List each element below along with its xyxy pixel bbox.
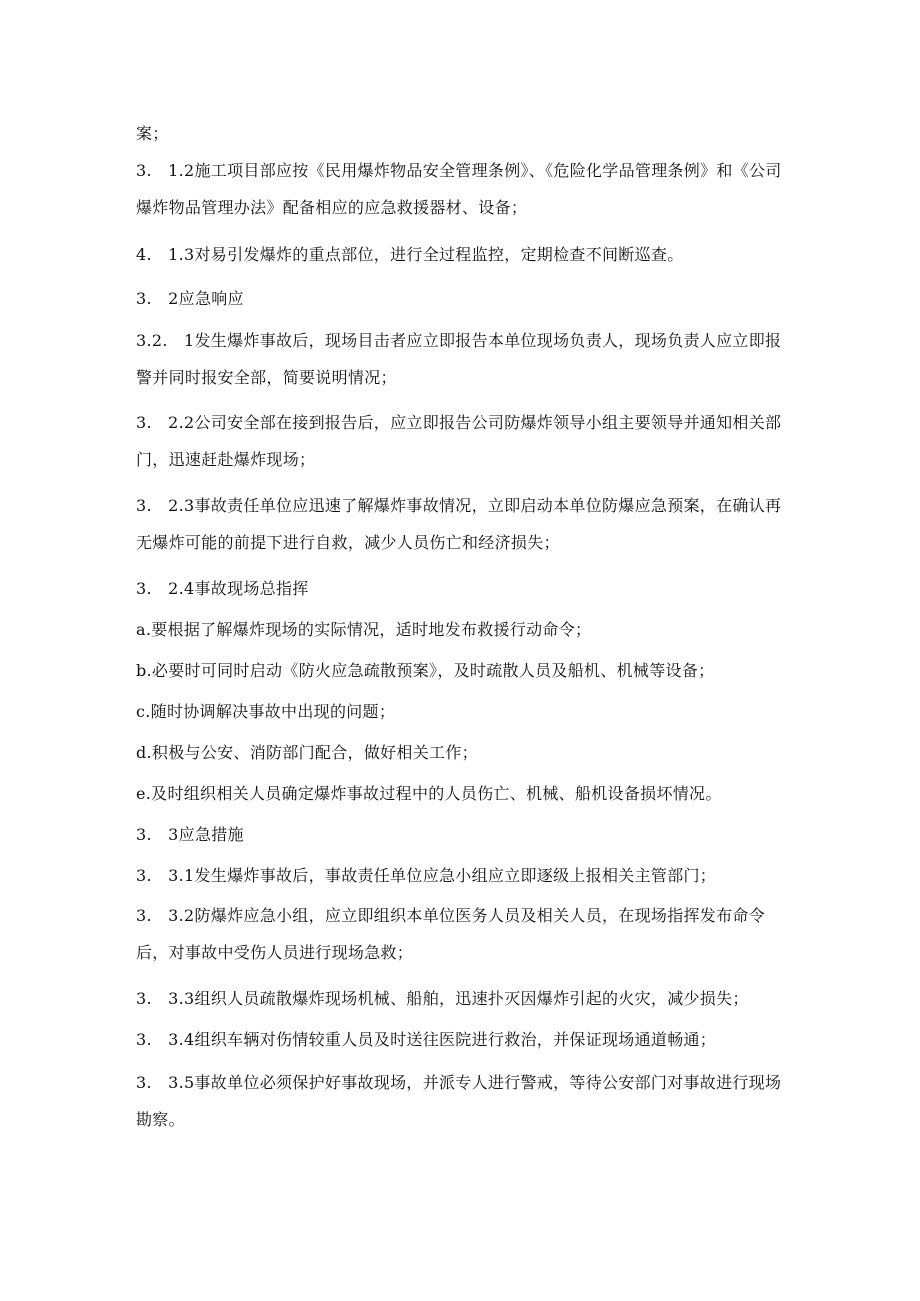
- paragraph-continuation: 案；: [136, 124, 169, 143]
- paragraph-3-3-5: 3. 3.5事故单位必须保护好事故现场，并派专人进行警戒，等待公安部门对事故进行现场勘察。: [136, 1073, 782, 1129]
- paragraph-3-3-1: 3. 3.1发生爆炸事故后，事故责任单位应急小组应立即逐级上报相关主管部门；: [136, 866, 717, 885]
- list-item-d: d.积极与公安、消防部门配合，做好相关工作；: [136, 743, 478, 762]
- paragraph-3-1-2: 3. 1.2施工项目部应按《民用爆炸物品安全管理条例》、《危险化学品管理条例》和《公司爆炸物品管理办法》配备相应的应急救援器材、设备；: [136, 161, 782, 217]
- paragraph-4-1-3: 4. 1.3对易引发爆炸的重点部位，进行全过程监控，定期检查不间断巡查。: [136, 245, 684, 264]
- heading-emergency-measures: 3. 3应急措施: [136, 825, 244, 844]
- list-item-a: a.要根据了解爆炸现场的实际情况，适时地发布救援行动命令；: [136, 620, 592, 639]
- paragraph-3-3-3: 3. 3.3组织人员疏散爆炸现场机械、船舶，迅速扑灭因爆炸引起的火灾，减少损失；: [136, 989, 749, 1008]
- paragraph-3-2-1: 3.2. 1发生爆炸事故后，现场目击者应立即报告本单位现场负责人，现场负责人应立即报警并同时报安全部，简要说明情况；: [136, 331, 782, 387]
- list-item-b: b.必要时可同时启动《防火应急疏散预案》，及时疏散人员及船机、机械等设备；: [136, 661, 715, 680]
- heading-emergency-response: 3. 2应急响应: [136, 289, 244, 308]
- paragraph-3-2-3: 3. 2.3事故责任单位应迅速了解爆炸事故情况，立即启动本单位防爆应急预案，在确认再无爆炸可能的前提下进行自救，减少人员伤亡和经济损失；: [136, 496, 782, 552]
- heading-field-commander: 3. 2.4事故现场总指挥: [136, 579, 309, 598]
- paragraph-3-3-4: 3. 3.4组织车辆对伤情较重人员及时送往医院进行救治，并保证现场通道畅通；: [136, 1030, 717, 1049]
- paragraph-3-3-2: 3. 3.2防爆炸应急小组，应立即组织本单位医务人员及相关人员，在现场指挥发布命令后，对事故中受伤人员进行现场急救；: [136, 906, 766, 962]
- paragraph-3-2-2: 3. 2.2公司安全部在接到报告后，应立即报告公司防爆炸领导小组主要领导并通知相关部门，迅速赶赴爆炸现场；: [136, 413, 782, 469]
- list-item-e: e.及时组织相关人员确定爆炸事故过程中的人员伤亡、机械、船机设备损坏情况。: [136, 784, 722, 803]
- list-item-c: c.随时协调解决事故中出现的问题；: [136, 702, 396, 721]
